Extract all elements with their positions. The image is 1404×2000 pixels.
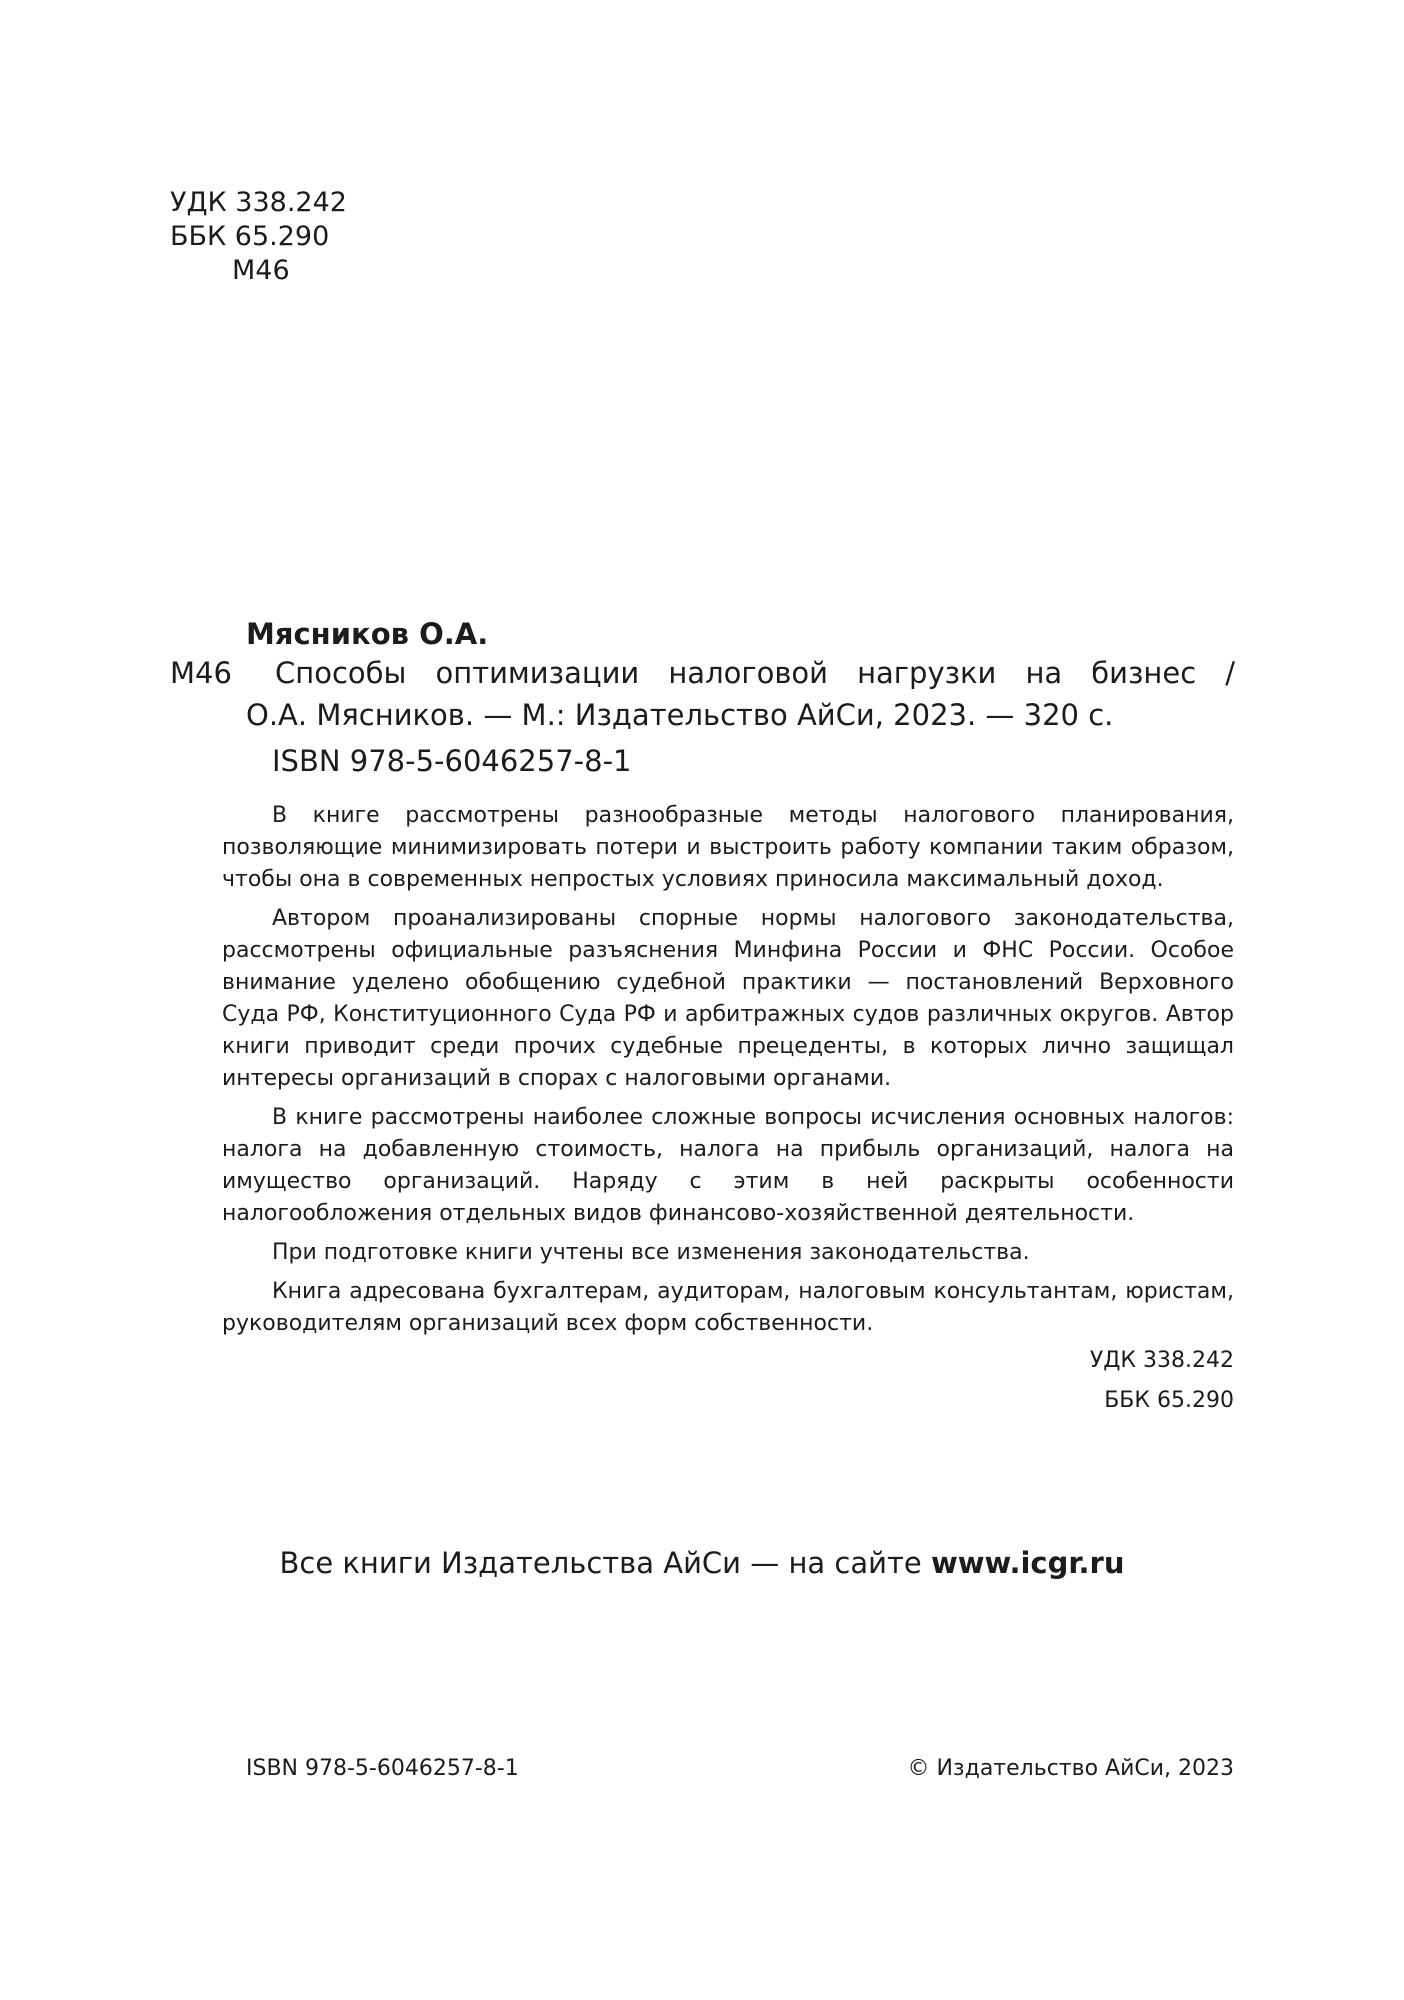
abstract-paragraph: Книга адресована бухгалтерам, аудиторам, налоговым консультантам, юристам, руководителям организаций всех форм собственности. [222,1279,1234,1336]
bbk-code-right: ББК 65.290 [1104,1388,1234,1413]
footer-isbn: ISBN 978-5-6046257-8-1 [246,1756,519,1781]
site-url: www.icgr.ru [930,1546,1125,1580]
udk-code: УДК 338.242 [170,187,347,218]
catalog-author: Мясников О.А. [246,617,489,651]
abstract-paragraph: В книге рассмотрены наиболее сложные вопросы исчисления основных налогов: налога на добавленную стоимость, налога на прибыль организаций, налога на имущество организаций. Наряду с этим в ней раскрыты особенности налогообложения отдельных видов финансово-хозяйственной деятельности. [222,1105,1234,1226]
site-notice-text: Все книги Издательства АйСи — на сайте [279,1546,931,1580]
classification-block [170,186,347,288]
catalog-title-line-2: О.А. Мясников. — М.: Издательство АйСи, 2023. — 320 с. [246,698,1114,732]
abstract [222,800,1234,1347]
classification-right [1090,1341,1234,1421]
site-notice [0,1546,1404,1580]
footer-copyright: © Издательство АйСи, 2023 [907,1756,1234,1781]
catalog-isbn: ISBN 978-5-6046257-8-1 [272,744,632,778]
author-sign: М46 [232,255,290,286]
abstract-paragraph: Автором проанализированы спорные нормы налогового законодательства, рассмотрены официальные разъяснения Минфина России и ФНС России. Особое внимание уделено обобщению судебной практики — постановлений Верховного Суда РФ, Конституционного Суда РФ и арбитражных судов различных округов. Автор книги приводит среди прочих судебные прецеденты, в которых лично защищал интересы организаций в спорах с налоговыми органами. [222,906,1234,1091]
bbk-code: ББК 65.290 [170,221,330,252]
catalog-author-sign: М46 [170,656,232,690]
catalog-title-line-1: Способы оптимизации налоговой нагрузки на бизнес / [275,656,1235,690]
abstract-paragraph: При подготовке книги учтены все изменения законодательства. [272,1240,1030,1265]
abstract-paragraph: В книге рассмотрены разнообразные методы налогового планирования, позволяющие минимизировать потери и выстроить работу компании таким образом, чтобы она в современных непростых условиях приносила максимальный доход. [222,803,1234,892]
udk-code-right: УДК 338.242 [1089,1348,1234,1373]
